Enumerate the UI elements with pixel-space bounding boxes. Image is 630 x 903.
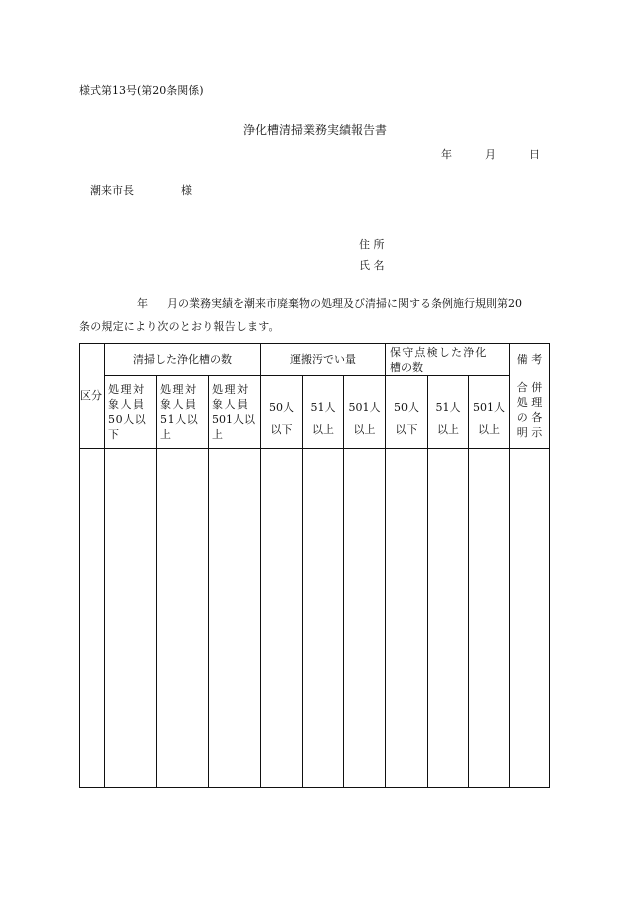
reporter-name-label: 氏 名 [359, 259, 385, 272]
group-sludge-volume-header: 運搬汚でい量 [290, 353, 356, 366]
g1-col-51-over: 処理対 象人員 51人以 上 [160, 383, 199, 441]
body-year: 年 [137, 297, 148, 310]
reporter-address-label: 住 所 [359, 238, 385, 251]
date-day: 日 [529, 148, 540, 161]
g3-col-50-under: 50人 以下 [394, 401, 419, 436]
group-cleaned-tanks-header: 清掃した浄化槽の数 [133, 353, 232, 366]
form-number: 様式第13号(第20条関係) [79, 84, 204, 97]
remarks-subtext: 合 併 処 理 の 各 明 示 [516, 381, 543, 439]
g1-col-501-over: 処理対 象人員 501人以 上 [212, 383, 255, 441]
g2-col-51-over: 51人 以上 [310, 401, 336, 436]
g3-col-51-over: 51人 以上 [435, 401, 461, 436]
body-month-text: 月の業務実績を潮来市廃棄物の処理及び清掃に関する条例施行規則第20 [167, 297, 522, 310]
addressee-honorific: 様 [181, 184, 192, 197]
addressee-name: 潮来市長 [90, 184, 134, 197]
date-year: 年 [441, 148, 452, 161]
g1-col-50-under: 処理対 象人員 50人以 下 [108, 383, 147, 441]
kubun-header: 区分 [80, 389, 102, 402]
g3-col-501-over: 501人 以上 [473, 401, 505, 436]
document-title: 浄化槽清掃業務実績報告書 [242, 123, 387, 137]
body-line-2: 条の規定により次のとおり報告します。 [79, 320, 280, 333]
g2-col-501-over: 501人 以上 [348, 401, 381, 436]
remarks-header: 備 考 [516, 353, 543, 366]
date-month: 月 [485, 148, 496, 161]
g2-col-50-under: 50人 以下 [269, 401, 294, 436]
group-inspected-tanks-header: 保守点検した浄化 槽の数 [390, 346, 488, 374]
